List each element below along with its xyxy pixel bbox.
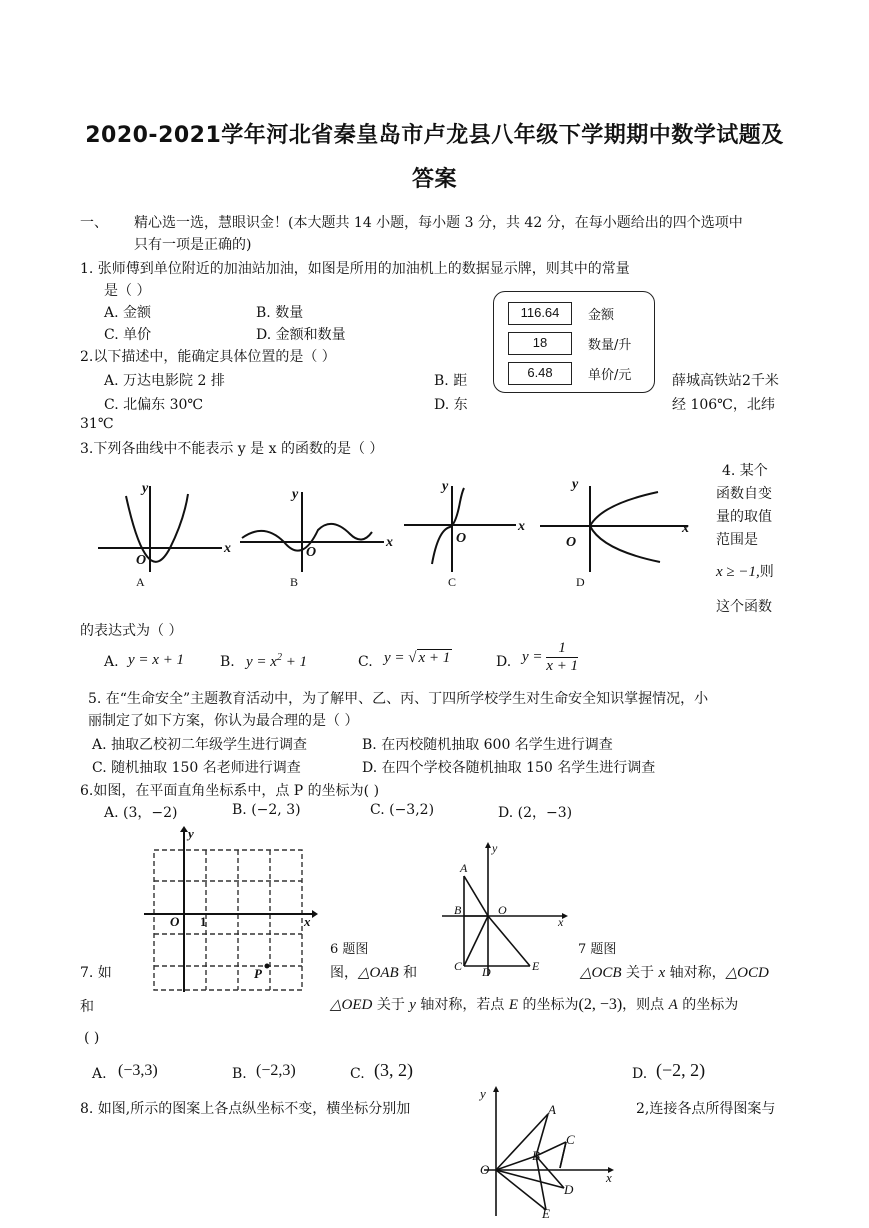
q6-stem: 6.如图，在平面直角坐标系中，点 P 的坐标为( ) bbox=[80, 783, 380, 799]
q2-stem: 2.以下描述中，能确定具体位置的是（ ） bbox=[80, 349, 336, 365]
q5-stem-line2: 丽制定了如下方案，你认为最合理的是（ ） bbox=[88, 713, 359, 729]
q2-option-b-start: B. 距 bbox=[434, 373, 468, 389]
q4-fraction-numerator: 1 bbox=[546, 640, 578, 658]
q7-option-b-label: B. bbox=[232, 1066, 247, 1082]
graph-d-x-label: x bbox=[682, 521, 689, 536]
q1-stem-line1: 1. 张师傅到单位附近的加油站加油，如图是所用的加油机上的数据显示牌，则其中的常量 bbox=[80, 261, 630, 277]
q4-option-b-base: y = x bbox=[246, 654, 277, 670]
q5-option-b: B. 在丙校随机抽取 600 名学生进行调查 bbox=[362, 737, 613, 753]
q4-side-line2: 函数自变 bbox=[716, 486, 772, 502]
graph-a-curve bbox=[98, 486, 222, 572]
q7-coord-text: 的坐标为 bbox=[518, 997, 579, 1013]
q7-point-d-label: D bbox=[482, 965, 491, 979]
price-value-box: 6.48 bbox=[508, 362, 572, 385]
graph-c-curve bbox=[404, 486, 516, 572]
graph-c-y-label: y bbox=[442, 479, 449, 494]
q8-point-b-label: B bbox=[532, 1148, 540, 1163]
q7-option-d-label: D. bbox=[632, 1066, 648, 1082]
q7-e-coordinate: (2, −3) bbox=[578, 996, 623, 1013]
q7-option-d-value: (−2, 2) bbox=[656, 1060, 706, 1080]
q1-stem-line2: 是（ ） bbox=[104, 283, 151, 299]
graph-b-label: B bbox=[290, 575, 299, 589]
q7-point-a-label: A bbox=[460, 861, 468, 875]
q4-option-d-fraction bbox=[546, 640, 578, 675]
graph-d-curve bbox=[540, 486, 688, 572]
q1-option-c: C. 单价 bbox=[104, 327, 152, 343]
q6-option-c: C. (−3,2) bbox=[370, 802, 435, 818]
q2-option-d-end: 经 106℃，北纬 bbox=[672, 397, 775, 413]
q6-x-label: x bbox=[304, 914, 311, 929]
q4-stem-end: 的表达式为（ ） bbox=[80, 623, 183, 639]
graph-b-origin: O bbox=[306, 545, 317, 560]
graph-b-curve bbox=[240, 492, 384, 572]
q4-side-line5: 这个函数 bbox=[716, 599, 772, 615]
q7-answer-paren: ( ) bbox=[84, 1030, 100, 1046]
q7-stem-part1 bbox=[330, 962, 417, 982]
q7-axis-symmetric-2: 轴对称，若点 bbox=[415, 997, 509, 1013]
q4-option-c-radicand: x + 1 bbox=[418, 650, 451, 666]
q4-fraction-denominator: x + 1 bbox=[546, 658, 579, 674]
graph-c-label: C bbox=[448, 575, 457, 589]
graph-d-y-label: y bbox=[572, 477, 579, 492]
q4-option-b-label: B. bbox=[220, 654, 235, 670]
q5-stem-line1: 5. 在“生命安全”主题教育活动中，为了解甲、乙、丙、丁四所学校学生对生命安全知识掌握情况，小 bbox=[88, 691, 709, 707]
q8-point-c-label: C bbox=[566, 1132, 575, 1147]
graph-c-origin: O bbox=[456, 531, 467, 546]
q4-option-b-tail: + 1 bbox=[281, 654, 308, 670]
q7-point-b-label: B bbox=[454, 903, 462, 917]
q7-option-c-value: (3, 2) bbox=[374, 1060, 413, 1080]
document-title-line2: 答案 bbox=[411, 167, 457, 192]
q4-option-c-expr bbox=[384, 650, 452, 667]
q6-origin-label: O bbox=[170, 914, 180, 929]
q7-about-word: 关于 bbox=[621, 965, 659, 981]
q4-option-b-exponent: 2 bbox=[276, 652, 282, 663]
q7-fig-word: 图， bbox=[330, 965, 358, 981]
document-title-line1: 2020-2021学年河北省秦皇岛市卢龙县八年级下学期期中数学试题及 bbox=[85, 123, 784, 148]
graph-c-x-label: x bbox=[518, 519, 525, 534]
q6-option-d: D. (2，−3) bbox=[498, 805, 573, 821]
graph-b-y-label: y bbox=[292, 487, 299, 502]
q7-figure-caption: 7 题图 bbox=[578, 942, 617, 957]
q7-point-a-var: A bbox=[668, 997, 678, 1013]
q3-stem: 3.下列各曲线中不能表示 y 是 x 的函数的是（ ） bbox=[80, 441, 384, 457]
q7-x-variable: x bbox=[658, 965, 666, 981]
q5-option-a: A. 抽取乙校初二年级学生进行调查 bbox=[92, 737, 308, 753]
q7-point-e-label: E bbox=[532, 959, 540, 973]
q8-point-d-label: D bbox=[564, 1182, 574, 1197]
q1-option-a: A. 金额 bbox=[104, 305, 152, 321]
q3-function-graphs bbox=[92, 472, 702, 592]
q7-then-text: ，则点 bbox=[622, 997, 669, 1013]
q7-option-b-value: (−2,3) bbox=[256, 1062, 296, 1079]
q7-end-text: 的坐标为 bbox=[677, 997, 739, 1013]
q4-option-b-expr bbox=[246, 652, 307, 671]
q7-option-c-label: C. bbox=[350, 1066, 365, 1082]
q2-option-d-continued: 31℃ bbox=[80, 416, 114, 432]
q7-point-e-var: E bbox=[508, 997, 519, 1013]
q4-side-line3: 量的取值 bbox=[716, 509, 772, 525]
q4-condition-after: 则 bbox=[759, 564, 774, 580]
q8-y-label: y bbox=[480, 1086, 486, 1101]
q8-point-e-label: E bbox=[542, 1206, 550, 1221]
q5-option-d: D. 在四个学校各随机抽取 150 名学生进行调查 bbox=[362, 760, 656, 776]
graph-a-y-label: y bbox=[142, 481, 149, 496]
q4-condition-expr: x ≥ −1, bbox=[716, 564, 760, 580]
q8-x-label: x bbox=[606, 1170, 612, 1185]
q7-and-word: 和 bbox=[398, 965, 418, 981]
q7-option-a-label: A. bbox=[92, 1066, 107, 1082]
graph-d-label: D bbox=[576, 575, 585, 589]
q2-option-d-start: D. 东 bbox=[434, 397, 468, 413]
q7-triangles-figure bbox=[438, 840, 578, 980]
amount-label: 金额 bbox=[588, 308, 615, 323]
q8-point-a-label: A bbox=[548, 1102, 556, 1117]
q4-domain-condition bbox=[716, 561, 774, 581]
q4-option-d-expr bbox=[522, 640, 578, 675]
q7-point-c-label: C bbox=[454, 959, 463, 973]
q8-stem-start: 8. 如图,所示的图案上各点纵坐标不变，横坐标分别加 bbox=[80, 1101, 411, 1117]
volume-label: 数量/升 bbox=[588, 338, 632, 353]
graph-a-x-label: x bbox=[224, 541, 231, 556]
q6-point-p-label: P bbox=[254, 966, 262, 981]
q6-figure-caption: 6 题图 bbox=[330, 942, 369, 957]
q7-origin-label: O bbox=[498, 903, 507, 917]
amount-value-box: 116.64 bbox=[508, 302, 572, 325]
point-p bbox=[265, 964, 270, 969]
q5-option-c: C. 随机抽取 150 名老师进行调查 bbox=[92, 760, 301, 776]
q1-option-b: B. 数量 bbox=[256, 305, 304, 321]
q7-y-variable: y bbox=[409, 997, 416, 1013]
q7-about-word-2: 关于 bbox=[372, 997, 410, 1013]
graph-a-label: A bbox=[136, 575, 145, 589]
q1-option-d: D. 金额和数量 bbox=[256, 327, 346, 343]
graph-a-origin: O bbox=[136, 553, 147, 568]
q8-stem-end: 2,连接各点所得图案与 bbox=[636, 1101, 776, 1117]
q7-triangle-ocb: △OCB bbox=[580, 965, 622, 981]
q4-option-a-expr: y = x + 1 bbox=[128, 652, 185, 668]
section-number: 一、 bbox=[80, 215, 108, 231]
q7-y-label: y bbox=[492, 841, 498, 855]
section-instructions-line1: 精心选一选，慧眼识金！(本大题共 14 小题，每小题 3 分，共 42 分，在每小题给出的四个选项中 bbox=[134, 215, 743, 231]
q4-sqrt-sign: √ bbox=[408, 650, 417, 666]
q7-stem-part3 bbox=[330, 994, 738, 1014]
q4-option-c-label: C. bbox=[358, 654, 373, 670]
q7-option-a-value: (−3,3) bbox=[118, 1062, 158, 1079]
q7-x-label: x bbox=[558, 915, 564, 929]
q4-option-c-lhs: y = bbox=[384, 650, 409, 666]
q7-and-line: 和 bbox=[80, 999, 94, 1015]
q4-option-a-label: A. bbox=[104, 654, 119, 670]
q8-pattern-figure bbox=[470, 1084, 620, 1224]
q2-option-c: C. 北偏东 30℃ bbox=[104, 397, 204, 413]
q6-y-label: y bbox=[188, 826, 194, 841]
q7-stem-part2 bbox=[580, 962, 769, 982]
q7-number: 7. 如 bbox=[80, 965, 112, 981]
q2-option-a: A. 万达电影院 2 排 bbox=[104, 373, 225, 389]
volume-value-box: 18 bbox=[508, 332, 572, 355]
graph-d-origin: O bbox=[566, 535, 577, 550]
q6-unit-label: 1 bbox=[200, 914, 207, 929]
q4-side-line1: 4. 某个 bbox=[722, 463, 768, 479]
q2-option-b-end: 薛城高铁站2千米 bbox=[672, 373, 779, 389]
q7-triangle-oab: △OAB bbox=[358, 965, 399, 981]
q4-side-line4: 范围是 bbox=[716, 532, 758, 548]
q4-option-d-label: D. bbox=[496, 654, 512, 670]
graph-b-x-label: x bbox=[386, 535, 393, 550]
section-instructions-line2: 只有一项是正确的) bbox=[134, 237, 252, 253]
q6-coordinate-grid bbox=[140, 826, 320, 996]
price-label: 单价/元 bbox=[588, 368, 632, 383]
q7-triangle-oed: △OED bbox=[330, 997, 373, 1013]
q7-axis-symmetric: 轴对称， bbox=[665, 965, 726, 981]
q6-option-b: B. (−2, 3) bbox=[232, 802, 301, 818]
q4-option-d-lhs: y = bbox=[522, 649, 547, 665]
q8-origin-label: O bbox=[480, 1162, 490, 1177]
q6-option-a: A. (3，−2) bbox=[104, 805, 178, 821]
q7-triangle-ocd: △OCD bbox=[725, 965, 769, 981]
